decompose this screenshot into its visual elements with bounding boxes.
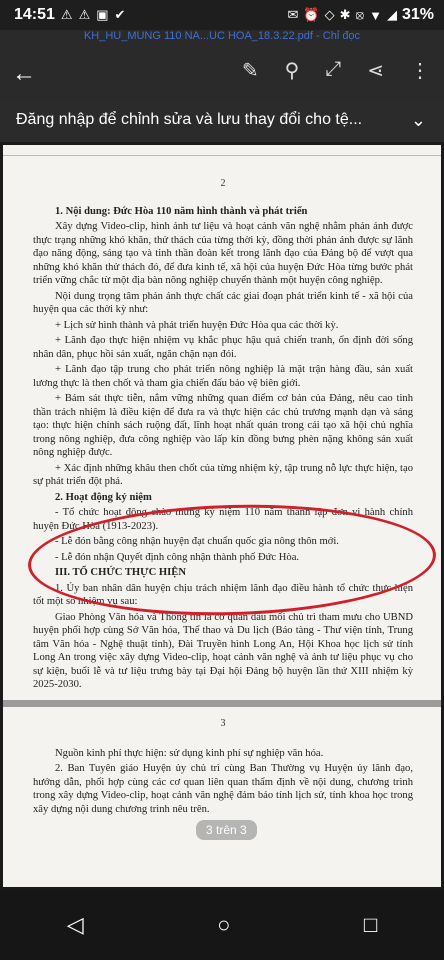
page-separator (3, 700, 441, 707)
android-nav-bar (0, 890, 444, 960)
search-icon[interactable]: ⚲ (284, 60, 300, 82)
edit-icon[interactable]: ✎ (241, 60, 259, 82)
page-number: 3 (220, 718, 226, 729)
home-icon[interactable]: ○ (217, 912, 231, 937)
clock: 14:51 (14, 6, 55, 23)
signal-icon: ◢ (386, 7, 397, 22)
chevron-down-icon[interactable]: ⌄ (410, 109, 426, 130)
bluetooth-icon: ✱ (339, 7, 351, 22)
download-icon: ✔ (114, 7, 126, 22)
wifi-icon: ▼ (369, 7, 382, 23)
battery-percent: 31% (401, 6, 434, 23)
activity-item: - Lễ đón bằng công nhận huyện đạt chuẩn quốc gia nông thôn mới. (55, 536, 339, 547)
recents-icon[interactable]: □ (363, 912, 378, 937)
pdf-page-2 (3, 145, 441, 700)
notification-icons (61, 7, 126, 23)
activity-item: - Lễ đón nhận Quyết định công nhận thành phố Đức Hòa. (55, 551, 300, 563)
bullet: + Lãnh đạo tập trung cho phát triển nông nghiệp là mặt trận hàng đầu, sản xuất lương thực là then chốt và tham gia chiến đấu bảo vệ biên giới. (33, 364, 413, 389)
toolbar-actions (242, 58, 430, 83)
section-heading: III. TỔ CHỨC THỰC HIỆN (55, 567, 186, 578)
bullet: + Bám sát thực tiễn, nắm vững những quan điểm cơ bản của Đảng, nêu cao tinh thần trách nhiệm là điều kiện để đưa ra và thực hiện các chủ trương mạnh dạn và sáng tạo: thực hiện chính sách ruộng đất, lĩnh hoạt nhất quán trong cải tạo xã hội chủ nghĩa trong nông nghiệp, đưa công nghiệp vào lấp kín đồng bưng phèn nặng không sản xuất nông nghiệp được. (33, 393, 413, 458)
section-heading: 2. Hoạt động kỷ niệm (55, 491, 152, 503)
page-number: 2 (220, 178, 226, 189)
paragraph: 1. Ủy ban nhân dân huyện chịu trách nhiệm lãnh đạo điều hành tổ chức thực hiện tốt một số nhiệm vụ sau: (33, 582, 413, 607)
gallery-icon: ▣ (96, 7, 109, 22)
location-icon: ◇ (324, 7, 335, 22)
system-icons (288, 6, 435, 24)
fullscreen-icon[interactable]: ⤢ (325, 58, 342, 80)
mail-icon: ✉ (287, 7, 299, 22)
file-title: KH_HU_MUNG 110 NA...UC HOA_18.3.22.pdf - Chỉ đọc (83, 30, 361, 42)
alarm-icon: ⏰ (303, 7, 320, 22)
mute-icon: ⦻ (355, 7, 365, 22)
more-icon[interactable]: ⋮ (410, 60, 430, 82)
back-arrow-icon[interactable]: ← (12, 60, 36, 87)
paragraph: 2. Ban Tuyên giáo Huyện ủy chủ trì cùng Ban Thường vụ Huyện ủy lãnh đạo, hướng dẫn, phối hợp cùng các cơ quan liên quan thẩm định về nội dung, chương trình trong xây dựng Video-clip, hoạt cảnh văn nghệ đảm bảo tính lịch sử, tính khoa học trong xây dựng nội dung chương trình nêu trên. (33, 763, 413, 815)
bullet: + Xác định những khâu then chốt của từng nhiệm kỳ, tập trung nỗ lực thực hiện, tạo sự phát triển đột phá. (33, 462, 413, 487)
bullet: + Lịch sử hình thành và phát triển huyện Đức Hòa qua các thời kỳ. (55, 319, 339, 331)
warning-icon: ⚠ (60, 7, 73, 22)
back-icon[interactable]: ◁ (66, 912, 84, 937)
page-indicator: 3 trên 3 (196, 820, 257, 840)
paragraph: Xây dựng Video-clip, hình ảnh tư liệu và hoạt cảnh văn nghệ nhằm phản ánh được thực trạng những khó khăn, thử thách của từng thời kỳ, đồng thời phản ánh được sự lãnh đạo năng động, sáng tạo và tinh thần đoàn kết trong lãnh đạo của Đảng bộ để vượt qua những khó khăn thử thách đó, để đưa kinh tế, xã hội của huyện Đức Hòa từng bước phát triển vững chắc từ một địa bàn nông nghiệp chuyển thành một huyện công nghiệp. (33, 221, 413, 286)
status-bar (0, 0, 444, 30)
banner-text: Đăng nhập để chỉnh sửa và lưu thay đổi cho tệ... (16, 111, 363, 128)
pdf-page-3 (3, 707, 441, 887)
share-icon[interactable]: ⋖ (367, 60, 384, 82)
paragraph: Nội dung trọng tâm phản ánh thực chất các giai đoạn phát triển kinh tế - xã hội của huyện qua các thời kỳ như: (33, 290, 413, 315)
page-2-content (33, 177, 413, 694)
activity-item: - Tổ chức hoạt động chào mừng kỷ niệm 110 năm thành lập đơn vị hành chính huyện Đức Hòa (1913-2023). (33, 507, 413, 532)
page-3-content (33, 717, 413, 818)
signin-banner[interactable] (0, 98, 444, 142)
pdf-toolbar (0, 30, 444, 98)
bullet: + Lãnh đạo thực hiện nhiệm vụ khắc phục hậu quả chiến tranh, ổn định đời sống nhân dân, phục hồi sản xuất, ngăn chặn nạn đói. (33, 335, 413, 360)
paragraph: Giao Phòng Văn hóa và Thông tin là cơ quan đầu mối chủ trì tham mưu cho UBND huyện phối hợp cùng Sở Văn hóa, Thể thao và Du lịch (Báo tàng - Thư viện tỉnh, Trung tâm Văn hóa - Nghệ thuật tỉnh), Đài Truyền hình Long An, Hội Khoa học lịch sử tỉnh Long An trong việc xây dựng Video-clip, hoạt cảnh văn nghệ và ảnh tư liệu phục vụ cho sự kiện, buổi lễ và tư liệu trưng bày tại Đại hội Đảng bộ huyện lần thứ XIII nhiệm kỳ 2025-2030. (33, 611, 413, 690)
section-heading: 1. Nội dung: Đức Hòa 110 năm hình thành và phát triển (55, 205, 308, 217)
warning-icon: ⚠ (78, 7, 91, 22)
paragraph: Nguồn kinh phí thực hiện: sử dụng kinh phí sự nghiệp văn hóa. (55, 747, 324, 759)
page-top-margin (3, 145, 441, 156)
